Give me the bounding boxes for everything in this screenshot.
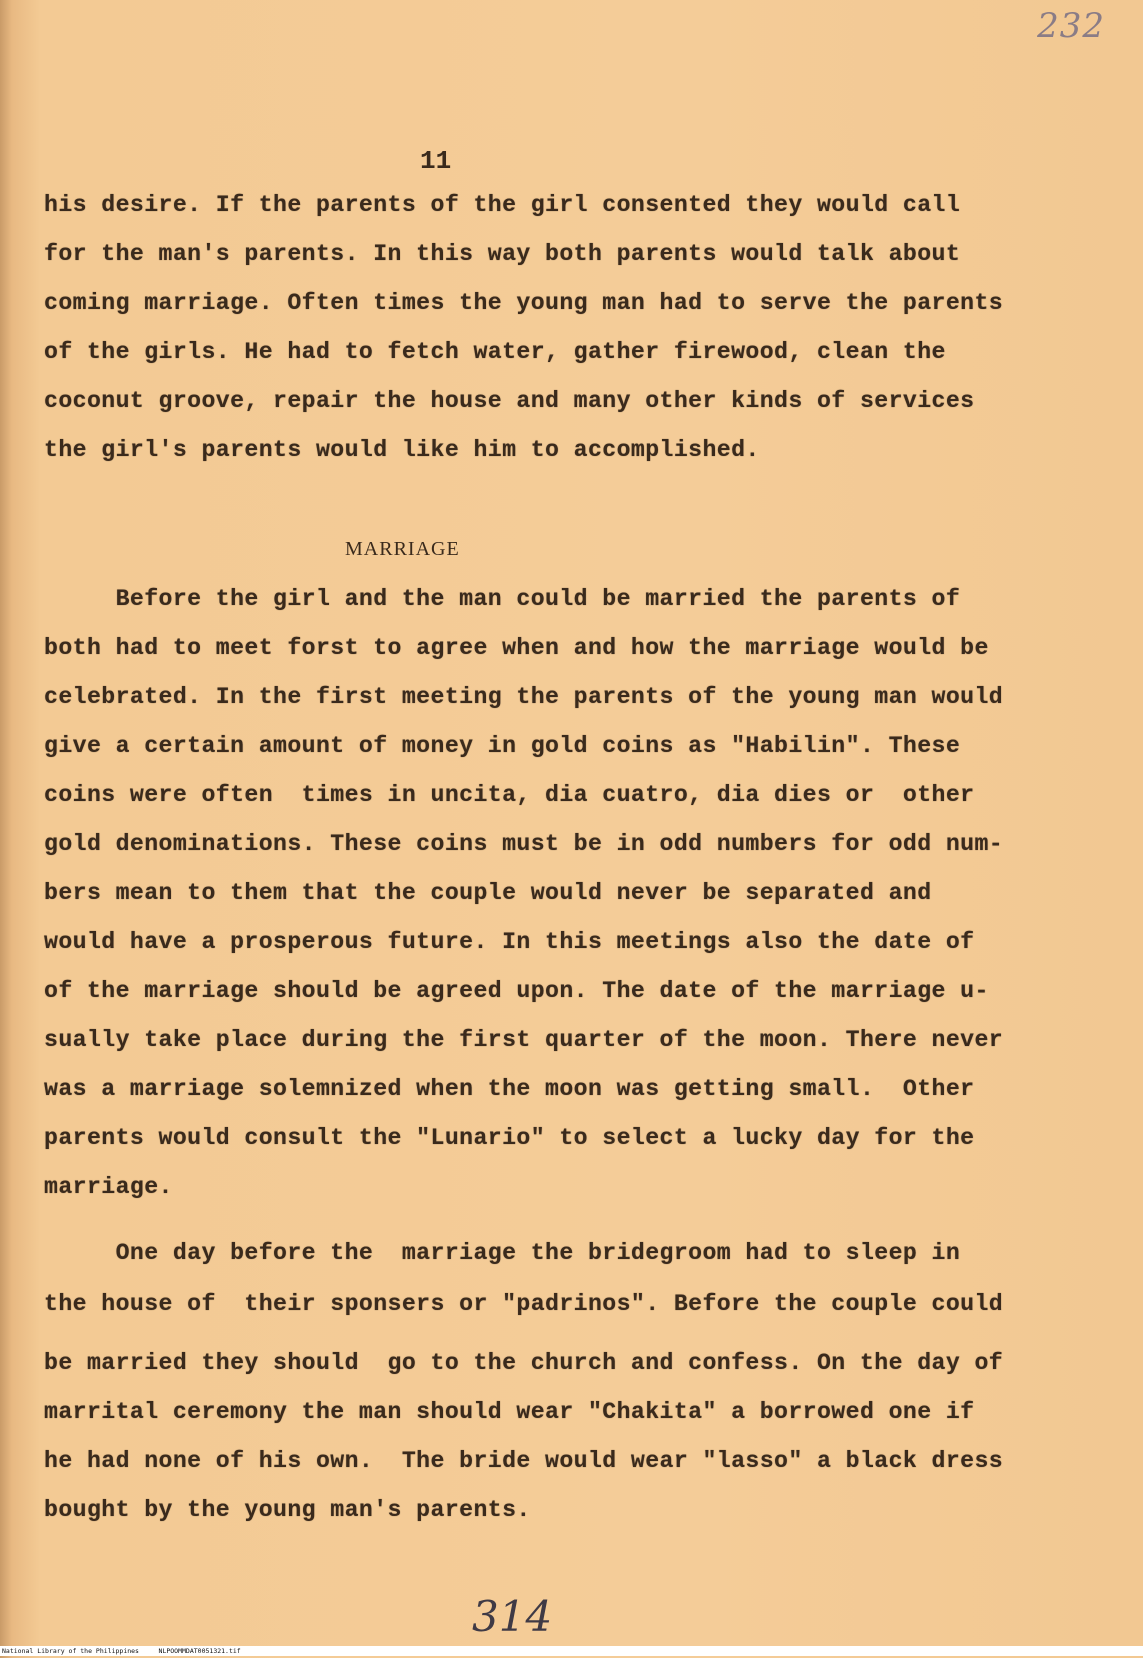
text-line: bought by the young man's parents. xyxy=(44,1497,531,1523)
text-line: he had none of his own. The bride would wear "lasso" a black dress xyxy=(44,1448,1004,1474)
text-line: both had to meet forst to agree when and how the marriage would be xyxy=(44,635,989,661)
text-line: marriage. xyxy=(44,1174,173,1200)
typed-page-number: 11 xyxy=(420,146,452,176)
text-line: the house of their sponsers or "padrinos". Before the couple could xyxy=(44,1291,1004,1317)
text-line: parents would consult the "Lunario" to select a lucky day for the xyxy=(44,1125,975,1151)
text-line: for the man's parents. In this way both parents would talk about xyxy=(44,241,961,267)
text-line: sually take place during the first quarter of the moon. There never xyxy=(44,1027,1004,1053)
text-line: marrital ceremony the man should wear "Chakita" a borrowed one if xyxy=(44,1399,975,1425)
text-line: be married they should go to the church and confess. On the day of xyxy=(44,1350,1004,1376)
text-line: celebrated. In the first meeting the parents of the young man would xyxy=(44,684,1004,710)
text-line: of the marriage should be agreed upon. The date of the marriage u- xyxy=(44,978,989,1004)
text-line: the girl's parents would like him to accomplished. xyxy=(44,437,760,463)
archive-footer: National Library of the Philippines NLPOOMMDAT0051321.tif xyxy=(0,1646,1143,1656)
handwritten-note: 314 xyxy=(472,1592,553,1641)
text-line: bers mean to them that the couple would never be separated and xyxy=(44,880,932,906)
handwritten-page-number: 232 xyxy=(1037,6,1105,46)
text-line: would have a prosperous future. In this meetings also the date of xyxy=(44,929,975,955)
text-line: Before the girl and the man could be married the parents of xyxy=(44,586,961,612)
text-line: his desire. If the parents of the girl consented they would call xyxy=(44,192,961,218)
section-heading: MARRIAGE xyxy=(345,538,460,560)
text-line: One day before the marriage the bridegroom had to sleep in xyxy=(44,1240,961,1266)
text-line: gold denominations. These coins must be in odd numbers for odd num- xyxy=(44,831,1004,857)
text-line: coins were often times in uncita, dia cuatro, dia dies or other xyxy=(44,782,975,808)
text-line: give a certain amount of money in gold coins as "Habilin". These xyxy=(44,733,961,759)
text-line: was a marriage solemnized when the moon was getting small. Other xyxy=(44,1076,975,1102)
text-line: coming marriage. Often times the young man had to serve the parents xyxy=(44,290,1004,316)
text-line: of the girls. He had to fetch water, gather firewood, clean the xyxy=(44,339,946,365)
text-line: coconut groove, repair the house and many other kinds of services xyxy=(44,388,975,414)
